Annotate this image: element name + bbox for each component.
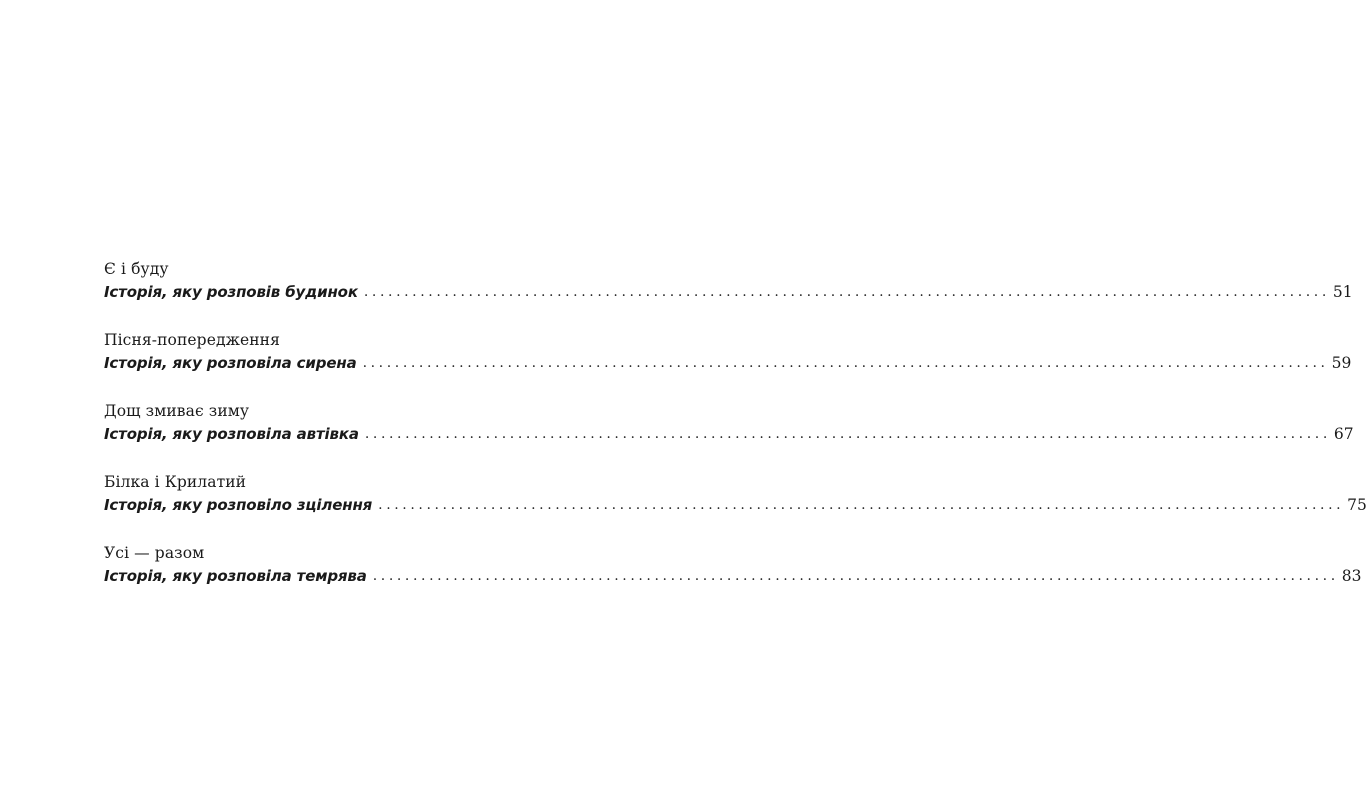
- dot-leader: ........................................................................................................................: [378, 497, 1345, 513]
- chapter-subtitle: Історія, яку розповіла автівка: [104, 425, 359, 443]
- page-number: 75: [1347, 496, 1367, 514]
- toc-entry: [104, 259, 1353, 330]
- toc-entry: [104, 543, 1362, 614]
- toc-entry: [104, 330, 1352, 401]
- chapter-subtitle: Історія, яку розповів будинок: [104, 283, 358, 301]
- chapter-title: Дощ змиває зиму: [104, 402, 250, 420]
- chapter-line: [104, 495, 1367, 517]
- page-number: 83: [1341, 567, 1362, 585]
- page-number: 59: [1331, 354, 1352, 372]
- chapter-title: Усі — разом: [104, 544, 205, 562]
- dot-leader: ........................................................................................................................: [363, 284, 1330, 300]
- chapter-title: Є і буду: [104, 260, 169, 278]
- toc-entry: [104, 472, 1367, 543]
- chapter-subtitle: Історія, яку розповіло зцілення: [104, 496, 373, 514]
- chapter-line: [104, 353, 1352, 375]
- chapter-line: [104, 566, 1362, 588]
- toc-entry: [104, 401, 1354, 472]
- chapter-line: [104, 424, 1354, 446]
- page-number: 51: [1332, 283, 1353, 301]
- chapter-line: [104, 282, 1353, 304]
- page-number: 67: [1333, 425, 1354, 443]
- chapter-title: Пісня-попередження: [104, 331, 280, 349]
- dot-leader: ........................................................................................................................: [372, 568, 1339, 584]
- dot-leader: ........................................................................................................................: [362, 355, 1329, 371]
- chapter-subtitle: Історія, яку розповіла темрява: [104, 567, 367, 585]
- chapter-title: Білка і Крилатий: [104, 473, 247, 491]
- chapter-subtitle: Історія, яку розповіла сирена: [104, 354, 357, 372]
- dot-leader: ........................................................................................................................: [364, 426, 1331, 442]
- table-of-contents: [104, 259, 1367, 614]
